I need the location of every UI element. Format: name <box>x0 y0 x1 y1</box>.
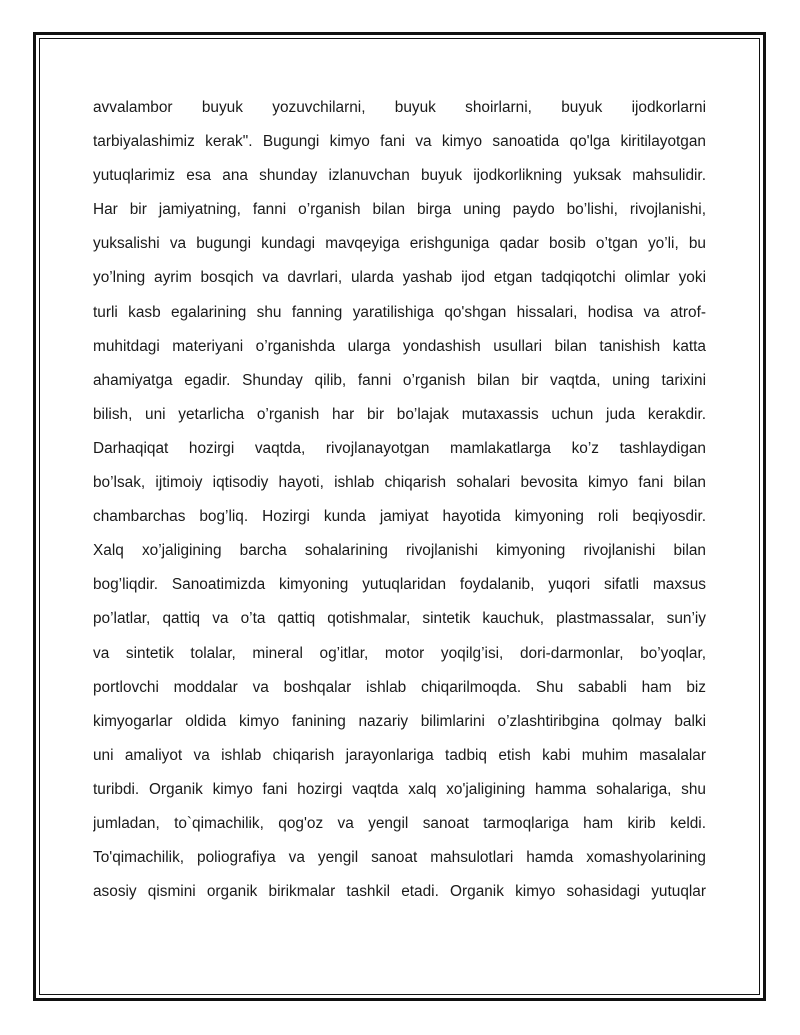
text-line: po’latlar, qattiq va o’ta qattiq qotishmalar, sintetik kauchuk, plastmassalar, sun’iy <box>93 610 706 628</box>
text-line: bilish, uni yetarlicha o’rganish har bir bo’lajak mutaxassis uchun juda kerakdir. <box>93 405 706 423</box>
text-line: turibdi. Organik kimyo fani hozirgi vaqtda xalq xo'jaligining hamma sohalariga, shu <box>93 780 706 798</box>
text-line: kimyogarlar oldida kimyo fanining nazariy bilimlarini o’zlashtiribgina qolmay balki <box>93 712 706 730</box>
text-line: ahamiyatga egadir. Shunday qilib, fanni o’rganish bilan bir vaqtda, uning tarixini <box>93 371 706 389</box>
text-line: Xalq xo’jaligining barcha sohalarining rivojlanishi kimyoning rivojlanishi bilan <box>93 542 706 560</box>
text-line: muhitdagi materiyani o’rganishda ularga yondashish usullari bilan tanishish katta <box>93 337 706 355</box>
text-line: asosiy qismini organik birikmalar tashkil etadi. Organik kimyo sohasidagi yutuqlar <box>93 883 706 901</box>
text-line: turli kasb egalarining shu fanning yaratilishiga qo'shgan hissalari, hodisa va atrof- <box>93 303 706 321</box>
text-line: Har bir jamiyatning, fanni o’rganish bilan birga uning paydo bo’lishi, rivojlanishi, <box>93 201 706 219</box>
text-line: bo’lsak, ijtimoiy iqtisodiy hayoti, ishlab chiqarish sohalari bevosita kimyo fani bilan <box>93 474 706 492</box>
text-line: jumladan, to`qimachilik, qog'oz va yengil sanoat tarmoqlariga ham kirib keldi. <box>93 814 706 832</box>
text-line: Darhaqiqat hozirgi vaqtda, rivojlanayotgan mamlakatlarga ko’z tashlaydigan <box>93 439 706 457</box>
text-line: portlovchi moddalar va boshqalar ishlab chiqarilmoqda. Shu sababli ham biz <box>93 678 706 696</box>
text-line: To'qimachilik, poliografiya va yengil sanoat mahsulotlari hamda xomashyolarining <box>93 849 706 867</box>
text-line: va sintetik tolalar, mineral og’itlar, motor yoqilg’isi, dori-darmonlar, bo’yoqlar, <box>93 644 706 662</box>
body-text <box>93 91 706 909</box>
text-line: yutuqlarimiz esa ana shunday izlanuvchan buyuk ijodkorlikning yuksak mahsulidir. <box>93 167 706 185</box>
text-line: tarbiyalashimiz kerak". Bugungi kimyo fani va kimyo sanoatida qo'lga kiritilayotgan <box>93 133 706 151</box>
text-line: chambarchas bog’liq. Hozirgi kunda jamiyat hayotida kimyoning roli beqiyosdir. <box>93 508 706 526</box>
text-line: yuksalishi va bugungi kundagi mavqeyiga erishguniga qadar bosib o’tgan yo’li, bu <box>93 235 706 253</box>
text-line: yo’lning ayrim bosqich va davrlari, ularda yashab ijod etgan tadqiqotchi olimlar yoki <box>93 269 706 287</box>
text-line: uni amaliyot va ishlab chiqarish jarayonlariga tadbiq etish kabi muhim masalalar <box>93 746 706 764</box>
text-line: avvalambor buyuk yozuvchilarni, buyuk shoirlarni, buyuk ijodkorlarni <box>93 99 706 116</box>
text-line: bog’liqdir. Sanoatimizda kimyoning yutuqlaridan foydalanib, yuqori sifatli maxsus <box>93 576 706 594</box>
